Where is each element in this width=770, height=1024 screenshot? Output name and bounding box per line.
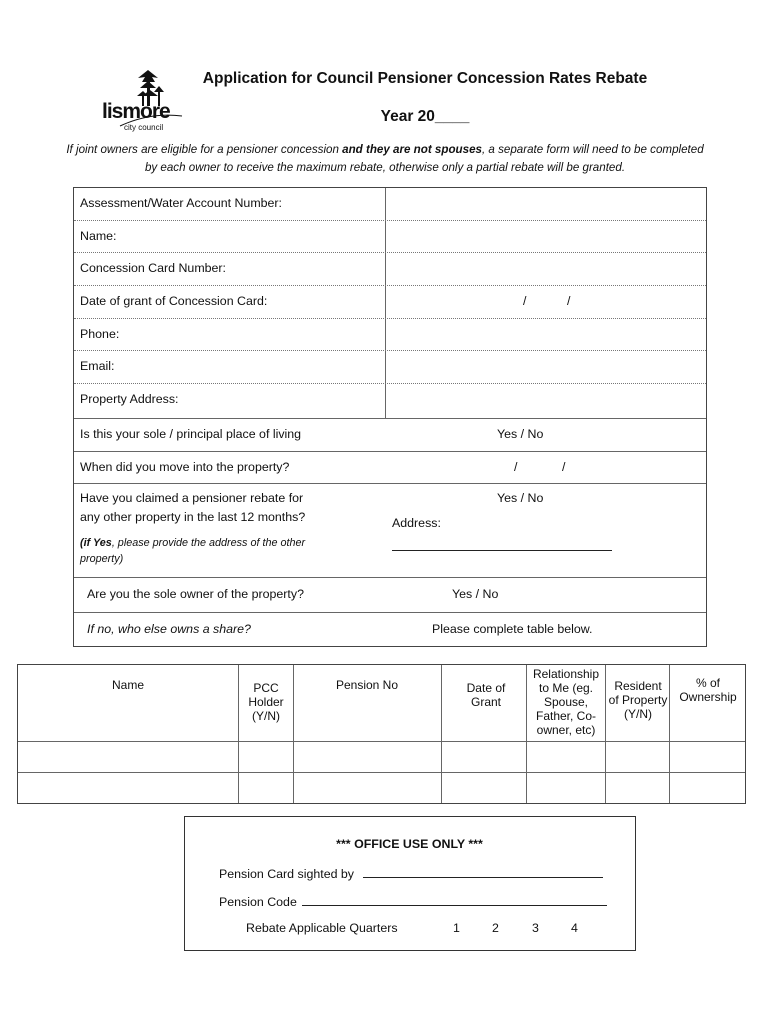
pension-code-field[interactable] bbox=[302, 893, 607, 906]
claimed-rebate-label-1: Have you claimed a pensioner rebate for bbox=[80, 491, 304, 505]
grant-date-field[interactable]: / / bbox=[385, 286, 706, 318]
logo-word: lismore bbox=[102, 100, 170, 123]
quarter-4[interactable]: 4 bbox=[571, 921, 578, 935]
table-row: When did you move into the property? / / bbox=[74, 452, 706, 484]
col-header-pcc: PCC Holder (Y/N) bbox=[248, 681, 284, 723]
phone-field[interactable] bbox=[385, 319, 706, 350]
other-address-field[interactable] bbox=[392, 550, 612, 551]
table-row bbox=[74, 253, 706, 286]
property-address-field[interactable] bbox=[385, 384, 706, 418]
move-in-label: When did you move into the property? bbox=[80, 460, 290, 474]
table-row bbox=[74, 384, 706, 419]
office-use-heading: *** OFFICE USE ONLY *** bbox=[336, 837, 483, 851]
claimed-rebate-note: (if Yes, please provide the address of the other property) bbox=[80, 537, 306, 565]
assessment-field[interactable] bbox=[385, 188, 706, 220]
quarter-2[interactable]: 2 bbox=[492, 921, 499, 935]
concession-card-field[interactable] bbox=[385, 253, 706, 285]
email-label: Email: bbox=[80, 359, 115, 373]
sole-place-yes-no[interactable]: Yes / No bbox=[497, 427, 544, 441]
quarter-1[interactable]: 1 bbox=[453, 921, 460, 935]
col-header-pension: Pension No bbox=[335, 678, 399, 692]
col-header-ownership: % of Ownership bbox=[679, 676, 737, 704]
complete-table-text: Please complete table below. bbox=[432, 622, 593, 636]
grant-date-label: Date of grant of Concession Card: bbox=[80, 294, 268, 308]
col-header-date: Date of Grant bbox=[466, 681, 506, 709]
table-row bbox=[74, 484, 706, 578]
pension-card-sighted-row: Pension Card sighted by bbox=[219, 865, 603, 881]
col-header-relationship: Relationship to Me (eg. Spouse, Father, Co-owner, etc) bbox=[532, 667, 600, 737]
claimed-yes-no[interactable]: Yes / No bbox=[497, 491, 544, 505]
sighted-by-field[interactable] bbox=[363, 865, 603, 878]
claimed-rebate-label-2: any other property in the last 12 months? bbox=[80, 510, 306, 524]
lismore-city-council-logo bbox=[100, 68, 185, 134]
page-title: Application for Council Pensioner Concession Rates Rebate bbox=[202, 70, 648, 87]
property-address-label: Property Address: bbox=[80, 392, 179, 406]
sole-owner-label: Are you the sole owner of the property? bbox=[87, 587, 304, 601]
name-label: Name: bbox=[80, 229, 117, 243]
owners-table bbox=[17, 664, 746, 804]
other-address-label: Address: bbox=[392, 516, 441, 530]
table-row bbox=[74, 221, 706, 253]
logo-subtitle: city council bbox=[124, 123, 164, 132]
col-header-resident: Resident of Property (Y/N) bbox=[608, 679, 668, 721]
table-row bbox=[74, 286, 706, 319]
table-row bbox=[74, 578, 706, 613]
col-header-name: Name bbox=[111, 678, 144, 692]
concession-card-label: Concession Card Number: bbox=[80, 261, 226, 275]
table-row[interactable] bbox=[18, 773, 745, 803]
sole-owner-yes-no[interactable]: Yes / No bbox=[452, 587, 499, 601]
joint-owner-note: If joint owners are eligible for a pensioner concession and they are not spouses, a separate form will need to be completed by each owner to receive the maximum rebate, otherwise only a partial rebate will be granted. bbox=[66, 143, 704, 174]
table-row bbox=[74, 613, 706, 646]
table-row bbox=[74, 319, 706, 351]
email-field[interactable] bbox=[385, 351, 706, 383]
assessment-label: Assessment/Water Account Number: bbox=[80, 196, 282, 210]
rebate-quarters-label: Rebate Applicable Quarters bbox=[246, 921, 398, 935]
year-line: Year 20____ bbox=[380, 108, 470, 125]
pension-code-row: Pension Code bbox=[219, 893, 607, 909]
applicant-details-table bbox=[73, 187, 707, 647]
sole-place-label: Is this your sole / principal place of living bbox=[80, 427, 302, 441]
name-field[interactable] bbox=[385, 221, 706, 252]
quarter-3[interactable]: 3 bbox=[532, 921, 539, 935]
table-row bbox=[74, 188, 706, 221]
table-row bbox=[74, 351, 706, 384]
who-else-label: If no, who else owns a share? bbox=[87, 622, 251, 636]
phone-label: Phone: bbox=[80, 327, 120, 341]
office-use-box bbox=[184, 816, 636, 951]
table-row[interactable] bbox=[18, 742, 745, 772]
table-row bbox=[74, 419, 706, 452]
